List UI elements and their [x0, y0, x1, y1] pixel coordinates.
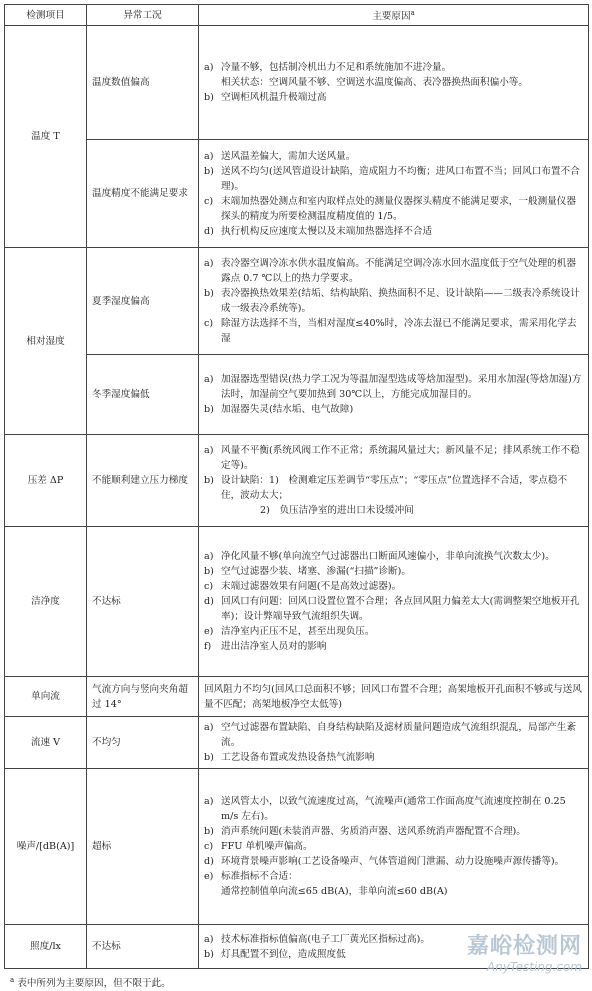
reason-line [204, 564, 583, 579]
table-body [5, 26, 589, 969]
main-reasons-cell [199, 140, 589, 248]
reason-text: 净化风量不够(单向流空气过滤器出口断面风速偏小，非单向流换气次数太少)。 [221, 551, 555, 562]
reason-line [204, 286, 583, 316]
reason-label: c) [204, 841, 214, 852]
inspection-item-cell: 洁净度 [5, 527, 87, 677]
reason-line [204, 75, 583, 90]
reason-line [204, 503, 583, 518]
inspection-item-cell: 流速 V [5, 717, 87, 769]
reason-text: 送风温差偏大，需加大送风量。 [221, 150, 356, 162]
watermark [467, 929, 582, 974]
reason-line [204, 149, 583, 164]
table-row [5, 355, 589, 435]
reason-line [204, 256, 583, 286]
reason-text: 加湿器选型错误(热力学工况为等温加湿型选成等焓加湿型)。采用水加湿(等焓加湿)方法时，加湿前空气要加热到 30℃以上，方能完成加湿目的。 [221, 374, 582, 400]
reason-text: 2) 负压洁净室的进出口未设缓冲间 [260, 505, 414, 516]
reason-text: 相关状态：空调风量不够、空调送水温度偏高、表冷器换热面积偏小等。 [221, 77, 528, 88]
header-reasons-text: 主要原因 [372, 11, 411, 23]
main-reasons-cell [199, 435, 589, 527]
table-row [5, 140, 589, 248]
table-row [5, 435, 589, 527]
reason-text: 回风口有问题：回风口设置位置不合理；各点回风阻力偏差太大(需调整架空地板开孔率)；设计弊端导致气流组织失调。 [221, 596, 580, 622]
reason-label: f) [204, 641, 212, 652]
reason-line [204, 884, 583, 899]
reason-label: c) [204, 195, 214, 207]
header-reasons [199, 5, 589, 26]
footnote-mark: a [10, 976, 15, 984]
reason-label: a) [204, 722, 214, 733]
reason-label: a) [204, 445, 214, 456]
reason-label: d) [204, 225, 214, 237]
reason-label: e) [204, 626, 214, 637]
footnote-text: 表中所列为主要原因，但不限于此。 [17, 978, 171, 990]
reason-line [204, 639, 583, 654]
reason-label: d) [204, 596, 214, 607]
reason-text: 末端过滤器效果有问题(不是高效过滤器)。 [221, 581, 402, 592]
inspection-item-cell: 温度 T [5, 26, 87, 248]
reason-text: 表冷器空调冷冻水供水温度偏高。不能满足空调冷冻水回水温度低于空气处理的机器露点 0.7 ℃以上的热力学要求。 [221, 258, 576, 284]
reason-text: FFU 单机噪声偏高。 [221, 841, 313, 852]
header-condition: 异常工况 [87, 5, 199, 26]
main-reasons-cell [199, 527, 589, 677]
reason-line [204, 750, 583, 765]
reason-label: e) [204, 871, 214, 882]
abnormal-condition-cell: 气流方向与竖向夹角超过 14° [87, 677, 199, 717]
reason-text: 空调柜风机温升极端过高 [221, 92, 327, 103]
abnormal-condition-cell: 不能顺利建立压力梯度 [87, 435, 199, 527]
table-row [5, 26, 589, 140]
reason-label: c) [204, 581, 214, 592]
reason-text: 灯具配置不到位，造成照度低 [221, 948, 346, 960]
reason-text: 执行机构反应速度太慢以及末端加热器选择不合适 [221, 225, 433, 237]
reason-label: a) [204, 796, 214, 807]
reason-line [204, 473, 583, 503]
reason-text: 除湿方法选择不当，当相对湿度≤40%时，冷冻去湿已不能满足要求，需采用化学去湿 [221, 318, 577, 344]
reason-line [204, 869, 583, 884]
reason-line [204, 824, 583, 839]
table-row [5, 248, 589, 355]
reason-line [204, 720, 583, 750]
main-reasons-cell [199, 677, 589, 717]
reason-label: b) [204, 404, 214, 415]
inspection-item-cell: 相对湿度 [5, 248, 87, 435]
document-sheet [4, 4, 588, 991]
reason-label: d) [204, 856, 214, 867]
table-row [5, 717, 589, 769]
table-row [5, 527, 589, 677]
reason-text: 洁净室内正压不足，甚至出现负压。 [221, 626, 375, 637]
reason-line [204, 402, 583, 417]
reason-line [204, 60, 583, 75]
reason-line [204, 90, 583, 105]
header-footnote-mark: a [410, 8, 415, 17]
reason-text: 末端加热器处测点和室内取样点处的测量仪器探头精度不能满足要求，一般测量仪器探头的精度为所要检测温度精度值的 1/5。 [221, 195, 576, 222]
reason-text: 加湿器失灵(结水垢、电气故障) [221, 404, 354, 415]
reason-text: 表冷器换热效果差(结垢、结构缺陷、换热面积不足、设计缺陷——二级表冷系统设计成一级表冷系统等)。 [221, 288, 580, 314]
reason-text: 消声系统问题(未装消声器、劣质消声器、送风系统消声器配置不合理)。 [221, 826, 526, 837]
reason-label: b) [204, 566, 214, 577]
abnormal-condition-cell: 不达标 [87, 925, 199, 969]
abnormal-condition-cell: 温度精度不能满足要求 [87, 140, 199, 248]
reason-text: 通常控制值单向流≤65 dB(A)，非单向流≤60 dB(A) [221, 886, 448, 897]
table-row [5, 677, 589, 717]
abnormal-condition-cell: 不达标 [87, 527, 199, 677]
inspection-item-cell: 单向流 [5, 677, 87, 717]
reason-label: a) [204, 62, 214, 73]
reason-line [204, 372, 583, 402]
inspection-item-cell: 噪声/[dB(A)] [5, 769, 87, 925]
main-reasons-cell [199, 769, 589, 925]
table-header-row [5, 5, 589, 26]
reason-line [204, 316, 583, 346]
reason-label: a) [204, 374, 214, 385]
reason-line [204, 594, 583, 624]
reason-label: b) [204, 752, 214, 763]
reason-line [204, 194, 583, 224]
table-row [5, 769, 589, 925]
reason-label: b) [204, 165, 214, 177]
reason-text: 设计缺陷：1) 检测难定压差调节“零压点”；“零压点”位置选择不合适，零点稳不住，波动太大； [221, 475, 568, 501]
reason-text: 进出洁净室人员对的影响 [221, 641, 327, 652]
reason-label: b) [204, 826, 214, 837]
reason-label: b) [204, 948, 214, 960]
reason-text: 冷量不够，包括制冷机出力不足和系统施加不进冷量。 [221, 62, 452, 73]
abnormal-condition-cell: 温度数值偏高 [87, 26, 199, 140]
main-reasons-cell [199, 26, 589, 140]
abnormal-condition-cell: 冬季湿度偏低 [87, 355, 199, 435]
reason-line [204, 682, 583, 712]
reason-text: 空气过滤器布置缺陷、自身结构缺陷及滤材质量问题造成气流组织混乱，局部产生紊流。 [221, 722, 576, 748]
reason-label: a) [204, 258, 214, 269]
reason-text: 技术标准指标值偏高(电子工厂黄光区指标过高)。 [221, 933, 430, 945]
reason-label: a) [204, 933, 214, 945]
inspection-item-cell: 压差 ΔP [5, 435, 87, 527]
reason-line [204, 794, 583, 824]
watermark-cn: 嘉峪检测网 [466, 934, 582, 959]
reason-text: 送风不均匀(送风管道设计缺陷，造成阻力不均衡；进风口布置不当；回风口布置不合理)。 [221, 165, 580, 192]
reason-text: 空气过滤器少装、堵塞、渗漏(“扫描”诊断)。 [221, 566, 411, 577]
reason-label: b) [204, 475, 214, 486]
abnormal-condition-cell: 超标 [87, 769, 199, 925]
reason-text: 风量不平衡(系统风阀工作不正常；系统漏风量过大；新风量不足；排风系统工作不稳定等)。 [221, 445, 580, 471]
reason-line [204, 443, 583, 473]
inspection-item-cell: 照度/lx [5, 925, 87, 969]
reason-line [204, 164, 583, 194]
reason-label: a) [204, 150, 214, 162]
reason-label: b) [204, 92, 214, 103]
main-reasons-cell [199, 717, 589, 769]
main-reasons-cell [199, 355, 589, 435]
reason-text: 环境背景噪声影响(工艺设备噪声、气体管道阀门泄漏、动力设施噪声源传播等)。 [221, 856, 565, 867]
reason-label: b) [204, 288, 214, 299]
reason-line [204, 579, 583, 594]
reason-label: c) [204, 318, 214, 329]
reason-text: 工艺设备布置或发热设备热气流影响 [221, 752, 375, 763]
watermark-en: AnyTesting.com [486, 960, 582, 974]
reason-line [204, 839, 583, 854]
reason-line [204, 224, 583, 239]
reason-label: a) [204, 551, 214, 562]
reason-line [204, 549, 583, 564]
reason-text: 回风阻力不均匀(回风口总面积不够；回风口布置不合理；高架地板开孔面积不够或与送风量不匹配；高架地板净空太低等) [204, 683, 582, 710]
main-reasons-cell [199, 248, 589, 355]
reason-text: 送风管太小，以致气流速度过高，气流噪声(通常工作面高度气流速度控制在 0.25 m/s 左右)。 [221, 796, 566, 822]
abnormal-condition-cell: 不均匀 [87, 717, 199, 769]
reason-line [204, 624, 583, 639]
reason-line [204, 854, 583, 869]
cause-analysis-table [4, 4, 589, 969]
header-item: 检测项目 [5, 5, 87, 26]
reason-text: 标准指标不合适： [221, 871, 298, 882]
abnormal-condition-cell: 夏季湿度偏高 [87, 248, 199, 355]
